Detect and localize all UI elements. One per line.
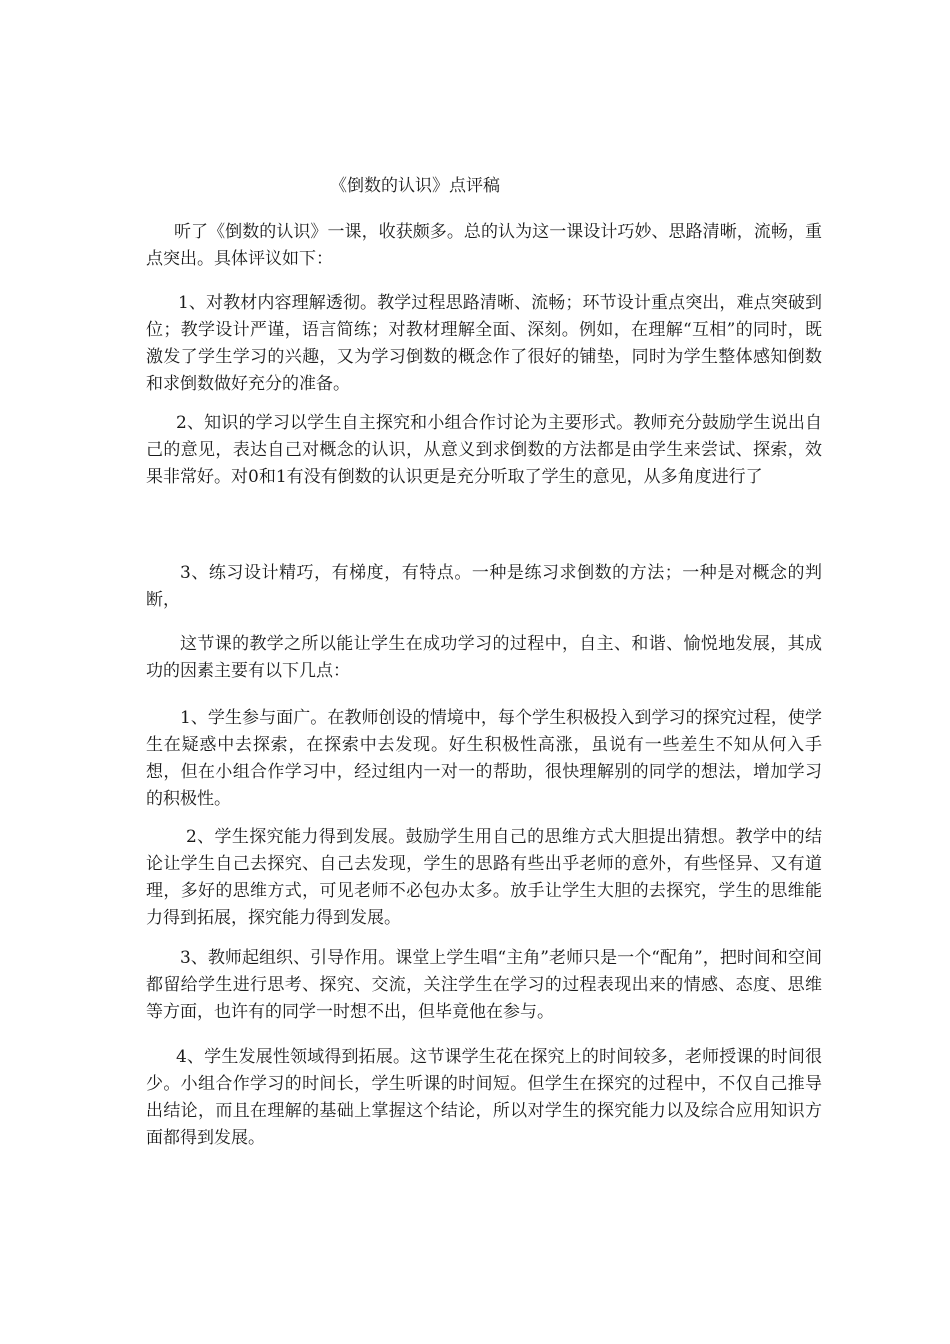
success-intro-paragraph: 这节课的教学之所以能让学生在成功学习的过程中，自主、和谐、愉悦地发展，其成功的因素主要有以下几点： bbox=[146, 634, 822, 681]
intro-paragraph: 听了《倒数的认识》一课，收获颇多。总的认为这一课设计巧妙、思路清晰，流畅，重点突出。具体评议如下： bbox=[146, 222, 822, 269]
factor-paragraph-2: 2、学生探究能力得到发展。鼓励学生用自己的思维方式大胆提出猜想。教学中的结论让学生自己去探究、自己去发现，学生的思路有些出乎老师的意外，有些怪异、又有道理，多好的思维方式，可见老师不必包办太多。放手让学生大胆的去探究，学生的思维能力得到拓展，探究能力得到发展。 bbox=[146, 827, 822, 928]
document-title: 《倒数的认识》点评稿 bbox=[330, 176, 500, 196]
point-paragraph-3: 3、练习设计精巧，有梯度，有特点。一种是练习求倒数的方法；一种是对概念的判断， bbox=[146, 563, 822, 610]
point-paragraph-1: 1、对教材内容理解透彻。教学过程思路清晰、流畅；环节设计重点突出，难点突破到位；教学设计严谨，语言简练；对教材理解全面、深刻。例如，在理解“互相”的同时，既激发了学生学习的兴趣，又为学习倒数的概念作了很好的铺垫，同时为学生整体感知倒数和求倒数做好充分的准备。 bbox=[146, 293, 822, 394]
factor-paragraph-3: 3、教师起组织、引导作用。课堂上学生唱“主角”老师只是一个“配角”，把时间和空间都留给学生进行思考、探究、交流，关注学生在学习的过程表现出来的情感、态度、思维等方面，也许有的同学一时想不出，但毕竟他在参与。 bbox=[146, 948, 822, 1022]
factor-paragraph-4: 4、学生发展性领域得到拓展。这节课学生花在探究上的时间较多，老师授课的时间很少。小组合作学习的时间长，学生听课的时间短。但学生在探究的过程中，不仅自己推导出结论，而且在理解的基础上掌握这个结论，所以对学生的探究能力以及综合应用知识方面都得到发展。 bbox=[146, 1047, 822, 1148]
factor-paragraph-1: 1、学生参与面广。在教师创设的情境中，每个学生积极投入到学习的探究过程，使学生在疑惑中去探索，在探索中去发现。好生积极性高涨，虽说有一些差生不知从何入手想，但在小组合作学习中，经过组内一对一的帮助，很快理解别的同学的想法，增加学习的积极性。 bbox=[146, 708, 822, 809]
point-paragraph-2: 2、知识的学习以学生自主探究和小组合作讨论为主要形式。教师充分鼓励学生说出自己的意见，表达自己对概念的认识，从意义到求倒数的方法都是由学生来尝试、探索，效果非常好。对0和1有没有倒数的认识更是充分听取了学生的意见，从多角度进行了 bbox=[146, 413, 822, 487]
